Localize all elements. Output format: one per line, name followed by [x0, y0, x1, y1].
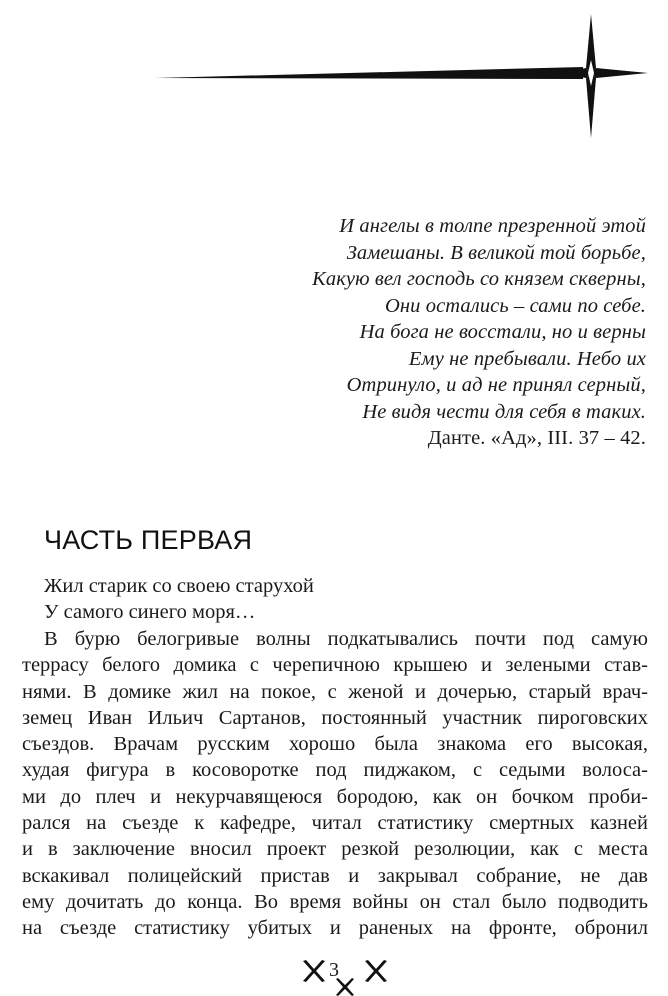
epigraph-line: Они остались – сами по себе. [384, 294, 646, 317]
epigraph-line: Отринуло, и ад не принял серный, [346, 374, 646, 396]
text-line: вскакивал полицейский пристав и закрывал собрание, не дав [22, 864, 648, 887]
epigraph-line: Ему не пребывали. Небо их [408, 347, 646, 370]
verse-quote [44, 573, 314, 626]
epigraph-attribution: Данте. «Ад», III. 37 – 42. [427, 427, 646, 449]
epigraph-line: Какую вел господь со князем скверны, [312, 268, 646, 290]
text-line: съездов. Врачам русским хорошо была знакома его высокая, [22, 733, 648, 756]
text-line: земец Иван Ильич Сартанов, постоянный участник пироговских [22, 706, 648, 729]
text-line: рался на съезде к кафедре, читал статистику смертных казней [22, 812, 648, 835]
star-ray-ornament-icon [0, 0, 668, 160]
part-title: ЧАСТЬ ПЕРВАЯ [44, 525, 253, 555]
epigraph-line: Замешаны. В великой той борьбе, [346, 241, 646, 264]
text-line: на съезде статистику убитых и раненых на фронте, обронил [22, 917, 648, 940]
epigraph [226, 213, 646, 452]
verse-line: У самого синего моря… [44, 601, 256, 624]
epigraph-line: Не видя чести для себя в таких. [362, 400, 646, 423]
text-line: нями. В домике жил на покое, с женой и дочерью, старый врач- [22, 680, 648, 703]
epigraph-line: На бога не восстали, но и верны [359, 321, 646, 343]
text-line: В бурю белогривые волны подкатывались почти под самую [44, 628, 648, 650]
text-line: худая фигура в косоворотке под пиджаком, с седыми волоса- [22, 759, 648, 782]
text-line: ми до плеч и некурчавящеюся бородою, как он бочком проби- [22, 785, 648, 808]
verse-line: Жил старик со своею старухой [44, 575, 314, 597]
text-line: ему дочитать до конца. Во время войны он стал было подводить [22, 890, 648, 913]
page-number: 3 [329, 959, 339, 981]
body-text [22, 626, 648, 942]
epigraph-line: И ангелы в толпе презренной этой [339, 215, 646, 237]
text-line: и в заключение вносил проект резкой резолюции, как с места [22, 838, 648, 861]
text-line: террасу белого домика с черепичною крышею и зелеными став- [22, 654, 648, 677]
